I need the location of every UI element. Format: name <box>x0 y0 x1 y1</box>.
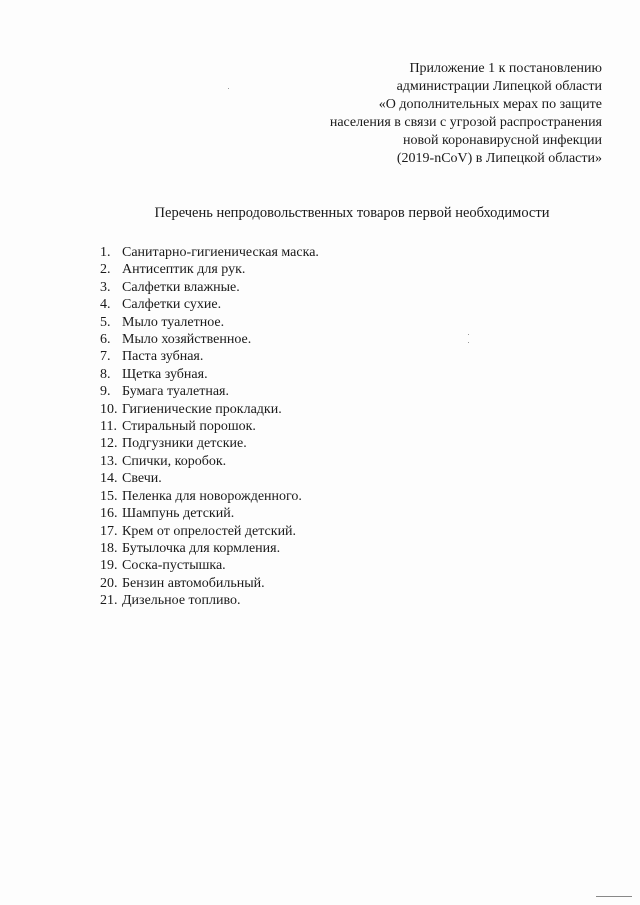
list-item <box>100 348 319 365</box>
list-item <box>100 453 319 470</box>
list-item-text: Гигиенические прокладки. <box>122 401 282 417</box>
list-item <box>100 592 319 609</box>
list-item-number: 15. <box>100 488 118 504</box>
list-item-number: 9. <box>100 384 111 400</box>
header-line-4: населения в связи с угрозой распространения <box>329 115 602 130</box>
list-item <box>100 488 319 505</box>
list-item <box>100 366 319 383</box>
list-item-text: Антисептик для рук. <box>122 262 246 278</box>
list-item-text: Стиральный порошок. <box>122 419 256 435</box>
scan-speck <box>228 88 229 89</box>
list-item-number: 3. <box>100 279 111 295</box>
scan-speck <box>468 342 469 343</box>
header-line-6: (2019-nCoV) в Липецкой области» <box>396 151 602 166</box>
list-item-number: 1. <box>100 245 111 260</box>
list-item-number: 7. <box>100 349 111 365</box>
list-item-text: Паста зубная. <box>122 349 204 365</box>
list-item-text: Соска-пустышка. <box>122 558 226 574</box>
document-title: Перечень непродовольственных товаров первой необходимости <box>154 205 550 221</box>
list-item-number: 4. <box>100 297 111 313</box>
list-item-text: Мыло хозяйственное. <box>122 332 252 348</box>
list-item-text: Салфетки влажные. <box>122 279 240 295</box>
list-item-text: Бумага туалетная. <box>122 384 229 400</box>
list-item <box>100 418 319 435</box>
list-item-number: 5. <box>100 314 111 330</box>
list-item-number: 18. <box>100 540 118 556</box>
header-line-3: «О дополнительных мерах по защите <box>378 97 602 112</box>
list-item-number: 6. <box>100 332 111 348</box>
list-item-text: Бутылочка для кормления. <box>122 540 281 556</box>
list-item-text: Крем от опрелостей детский. <box>122 523 297 539</box>
list-item-number: 17. <box>100 523 118 539</box>
scan-speck <box>468 334 469 335</box>
list-item <box>100 470 319 487</box>
list-item <box>100 435 319 452</box>
list-item-number: 13. <box>100 453 118 469</box>
list-item-number: 10. <box>100 401 118 417</box>
list-item <box>100 401 319 418</box>
list-item <box>100 523 319 540</box>
list-item-number: 2. <box>100 262 111 278</box>
list-item-number: 21. <box>100 593 118 609</box>
list-item-number: 20. <box>100 575 118 591</box>
list-item <box>100 540 319 557</box>
list-item-text: Салфетки сухие. <box>122 297 222 313</box>
list-item-number: 11. <box>100 419 117 435</box>
list-item-number: 12. <box>100 436 118 452</box>
list-item-text: Санитарно-гигиеническая маска. <box>122 245 319 260</box>
header-line-5: новой коронавирусной инфекции <box>403 133 602 148</box>
list-item <box>100 261 319 278</box>
list-item-text: Дизельное топливо. <box>122 593 241 609</box>
list-item <box>100 505 319 522</box>
list-item-number: 19. <box>100 558 118 574</box>
list-item <box>100 557 319 574</box>
list-item-number: 16. <box>100 506 118 522</box>
list-item-text: Мыло туалетное. <box>122 314 225 330</box>
appendix-header <box>330 60 602 168</box>
list-item-text: Подгузники детские. <box>122 436 247 452</box>
scan-edge-mark <box>596 896 632 897</box>
list-item-number: 8. <box>100 366 111 382</box>
list-item <box>100 314 319 331</box>
header-line-1: Приложение 1 к постановлению <box>409 61 602 76</box>
list-item-number: 14. <box>100 471 118 487</box>
list-item <box>100 244 319 261</box>
goods-list <box>100 244 319 610</box>
list-item-text: Щетка зубная. <box>122 366 208 382</box>
list-item <box>100 383 319 400</box>
list-item-text: Пеленка для новорожденного. <box>122 488 302 504</box>
list-item-text: Шампунь детский. <box>122 506 235 522</box>
list-item <box>100 296 319 313</box>
header-line-2: администрации Липецкой области <box>396 79 602 94</box>
list-item <box>100 331 319 348</box>
list-item <box>100 279 319 296</box>
list-item-text: Спички, коробок. <box>122 453 227 469</box>
list-item-text: Бензин автомобильный. <box>122 575 265 591</box>
list-item-text: Свечи. <box>122 471 162 487</box>
list-item <box>100 575 319 592</box>
